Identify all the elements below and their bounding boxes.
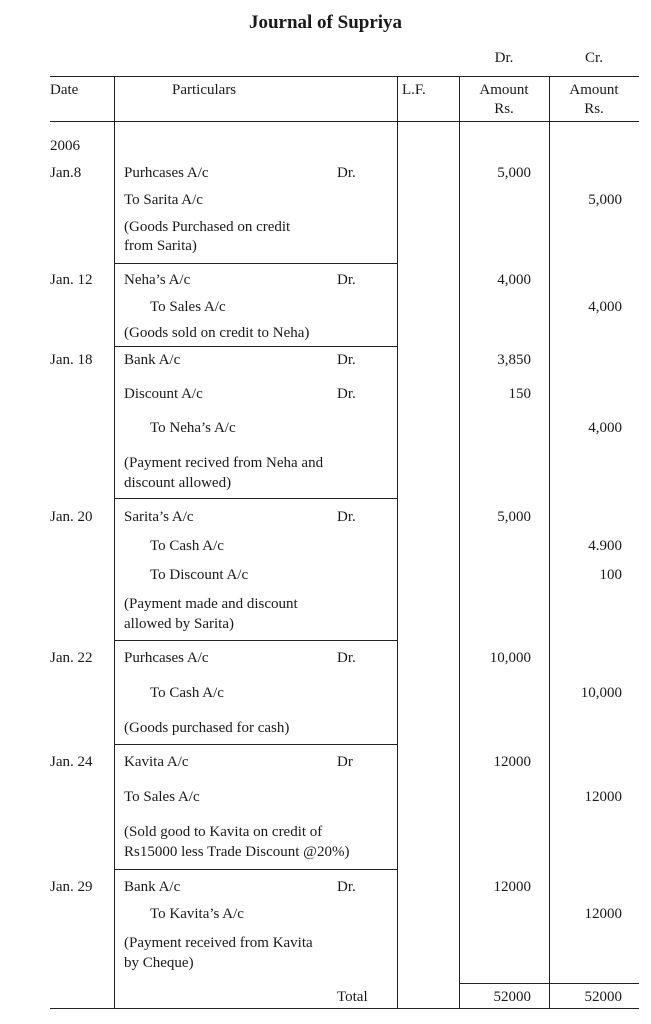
debit-amount: 150 (508, 386, 531, 402)
total-dr-amount: 52000 (493, 989, 531, 1005)
entry-date: Jan. 24 (50, 754, 93, 770)
debit-amount: 3,850 (497, 352, 531, 368)
credit-amount: 4.900 (588, 538, 622, 554)
entry-date: Jan. 22 (50, 650, 93, 666)
entry-date: Jan.8 (50, 165, 82, 181)
total-top-rule (459, 983, 639, 984)
dr-marker: Dr. (337, 386, 356, 402)
dr-marker: Dr. (337, 650, 356, 666)
dr-marker: Dr (337, 754, 353, 770)
credit-account: To Sales A/c (150, 299, 226, 315)
entry-separator (114, 744, 397, 745)
narration-line: discount allowed) (124, 475, 232, 491)
entry-date: Jan. 29 (50, 879, 93, 895)
debit-amount: 10,000 (489, 650, 531, 666)
date-header: Date (50, 82, 79, 98)
debit-amount: 12000 (493, 754, 531, 770)
narration-line: (Payment received from Kavita (124, 935, 313, 951)
narration-line: (Goods sold on credit to Neha) (124, 325, 310, 341)
dr-rs-header: Rs. (494, 101, 514, 117)
year-label: 2006 (50, 138, 80, 154)
debit-account: Discount A/c (124, 386, 203, 402)
particulars-header: Particulars (172, 82, 237, 98)
lf-header: L.F. (402, 82, 426, 98)
credit-amount: 10,000 (580, 685, 622, 701)
debit-amount: 4,000 (497, 272, 531, 288)
debit-account: Neha’s A/c (124, 272, 191, 288)
debit-account: Sarita’s A/c (124, 509, 194, 525)
entry-date: Jan. 20 (50, 509, 93, 525)
credit-amount: 4,000 (588, 420, 622, 436)
dr-marker: Dr. (337, 509, 356, 525)
narration-line: by Cheque) (124, 955, 194, 971)
header-bottom-rule (50, 121, 639, 122)
col-line-lf (397, 76, 398, 1008)
narration-line: (Sold good to Kavita on credit of (124, 824, 323, 840)
narration-line: (Goods Purchased on credit (124, 219, 291, 235)
credit-account: To Discount A/c (150, 567, 249, 583)
credit-amount: 12000 (584, 906, 622, 922)
credit-amount: 4,000 (588, 299, 622, 315)
credit-account: To Sarita A/c (124, 192, 203, 208)
debit-account: Purhcases A/c (124, 165, 209, 181)
dr-column-label: Dr. (494, 50, 514, 66)
narration-line: Rs15000 less Trade Discount @20%) (124, 844, 350, 860)
narration-line: allowed by Sarita) (124, 616, 234, 632)
credit-account: To Sales A/c (124, 789, 200, 805)
credit-account: To Neha’s A/c (150, 420, 236, 436)
narration-line: (Goods purchased for cash) (124, 720, 290, 736)
dr-marker: Dr. (337, 352, 356, 368)
debit-account: Bank A/c (124, 879, 181, 895)
credit-amount: 5,000 (588, 192, 622, 208)
entry-separator (114, 498, 397, 499)
cr-amount-header: Amount (569, 82, 619, 98)
dr-marker: Dr. (337, 165, 356, 181)
page-title: Journal of Supriya (248, 12, 403, 33)
entry-separator (114, 263, 397, 264)
total-bottom-rule (50, 1008, 639, 1009)
total-label: Total (337, 989, 368, 1005)
credit-amount: 12000 (584, 789, 622, 805)
narration-line: from Sarita) (124, 238, 197, 254)
entry-date: Jan. 18 (50, 352, 93, 368)
dr-marker: Dr. (337, 879, 356, 895)
debit-account: Bank A/c (124, 352, 181, 368)
entry-separator (114, 346, 397, 347)
debit-amount: 5,000 (497, 165, 531, 181)
dr-amount-header: Amount (479, 82, 529, 98)
total-cr-amount: 52000 (584, 989, 622, 1005)
credit-account: To Cash A/c (150, 685, 224, 701)
credit-amount: 100 (599, 567, 622, 583)
narration-line: (Payment made and discount (124, 596, 298, 612)
debit-amount: 5,000 (497, 509, 531, 525)
dr-marker: Dr. (337, 272, 356, 288)
cr-column-label: Cr. (585, 50, 603, 66)
entry-separator (114, 869, 397, 870)
debit-account: Kavita A/c (124, 754, 189, 770)
cr-rs-header: Rs. (584, 101, 604, 117)
debit-account: Purhcases A/c (124, 650, 209, 666)
credit-account: To Cash A/c (150, 538, 224, 554)
credit-account: To Kavita’s A/c (150, 906, 244, 922)
debit-amount: 12000 (493, 879, 531, 895)
narration-line: (Payment recived from Neha and (124, 455, 324, 471)
entry-separator (114, 640, 397, 641)
col-line-dr (459, 76, 460, 1008)
entry-date: Jan. 12 (50, 272, 93, 288)
header-top-rule (50, 76, 639, 77)
